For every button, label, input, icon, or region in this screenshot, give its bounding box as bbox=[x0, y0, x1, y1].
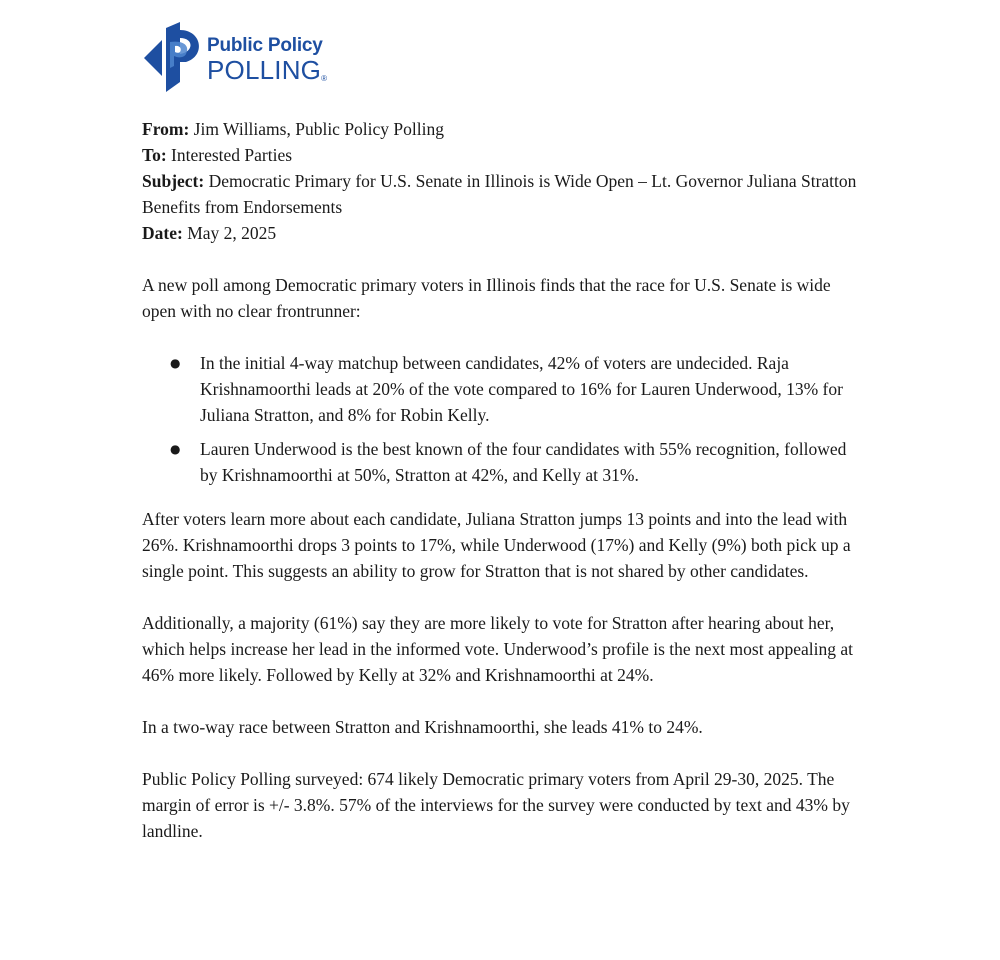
informed-vote-paragraph: After voters learn more about each candidate, Juliana Stratton jumps 13 points and into the lead with 26%. Krishnamoorthi drops 3 points to 17%, while Underwood (17%) and Kelly (9%) both pick up a single point. This suggests an ability to grow for Stratton that is not shared by other candidates. bbox=[142, 509, 851, 581]
logo-line2-text: POLLING bbox=[207, 55, 322, 85]
to-label: To: bbox=[142, 145, 167, 165]
from-label: From: bbox=[142, 119, 190, 139]
findings-list bbox=[142, 350, 862, 488]
logo bbox=[140, 22, 360, 94]
bullet-icon: ● bbox=[170, 442, 181, 456]
list-item-text: Lauren Underwood is the best known of the four candidates with 55% recognition, followed by Krishnamoorthi at 50%, Stratton at 42%, and Kelly at 31%. bbox=[200, 439, 847, 485]
to-line bbox=[142, 142, 862, 168]
date-line bbox=[142, 220, 862, 246]
subject-line bbox=[142, 168, 862, 220]
logo-line2 bbox=[207, 57, 327, 83]
logo-wordmark bbox=[207, 36, 327, 83]
head-to-head-paragraph: In a two-way race between Stratton and Krishnamoorthi, she leads 41% to 24%. bbox=[142, 717, 703, 737]
ppp-p-logo-icon bbox=[140, 22, 206, 94]
to-value: Interested Parties bbox=[171, 145, 293, 165]
bullet-icon: ● bbox=[170, 356, 181, 370]
subject-value: Democratic Primary for U.S. Senate in Illinois is Wide Open – Lt. Governor Juliana Stratton Benefits from Endorsements bbox=[142, 171, 857, 217]
list-item-text: In the initial 4-way matchup between candidates, 42% of voters are undecided. Raja Krishnamoorthi leads at 20% of the vote compared to 16% for Lauren Underwood, 13% for Juliana Stratton, and 8% for Robin Kelly. bbox=[200, 353, 843, 425]
list-item bbox=[142, 350, 862, 428]
favorability-paragraph: Additionally, a majority (61%) say they are more likely to vote for Stratton after hearing about her, which helps increase her lead in the informed vote. Underwood’s profile is the next most appealing at 46% more likely. Followed by Kelly at 32% and Krishnamoorthi at 24%. bbox=[142, 613, 853, 685]
from-value: Jim Williams, Public Policy Polling bbox=[193, 119, 444, 139]
logo-reg-mark: ® bbox=[321, 74, 328, 83]
memo-content bbox=[142, 116, 862, 844]
date-label: Date: bbox=[142, 223, 183, 243]
list-item bbox=[142, 436, 862, 488]
intro-paragraph: A new poll among Democratic primary voters in Illinois finds that the race for U.S. Senate is wide open with no clear frontrunner: bbox=[142, 275, 831, 321]
date-value: May 2, 2025 bbox=[187, 223, 277, 243]
subject-label: Subject: bbox=[142, 171, 205, 191]
memo-header bbox=[142, 116, 862, 246]
methodology-paragraph: Public Policy Polling surveyed: 674 likely Democratic primary voters from April 29-30, 2025. The margin of error is +/- 3.8%. 57% of the interviews for the survey were conducted by text and 43% by landline. bbox=[142, 769, 850, 841]
from-line bbox=[142, 116, 862, 142]
logo-line1: Public Policy bbox=[207, 35, 323, 56]
